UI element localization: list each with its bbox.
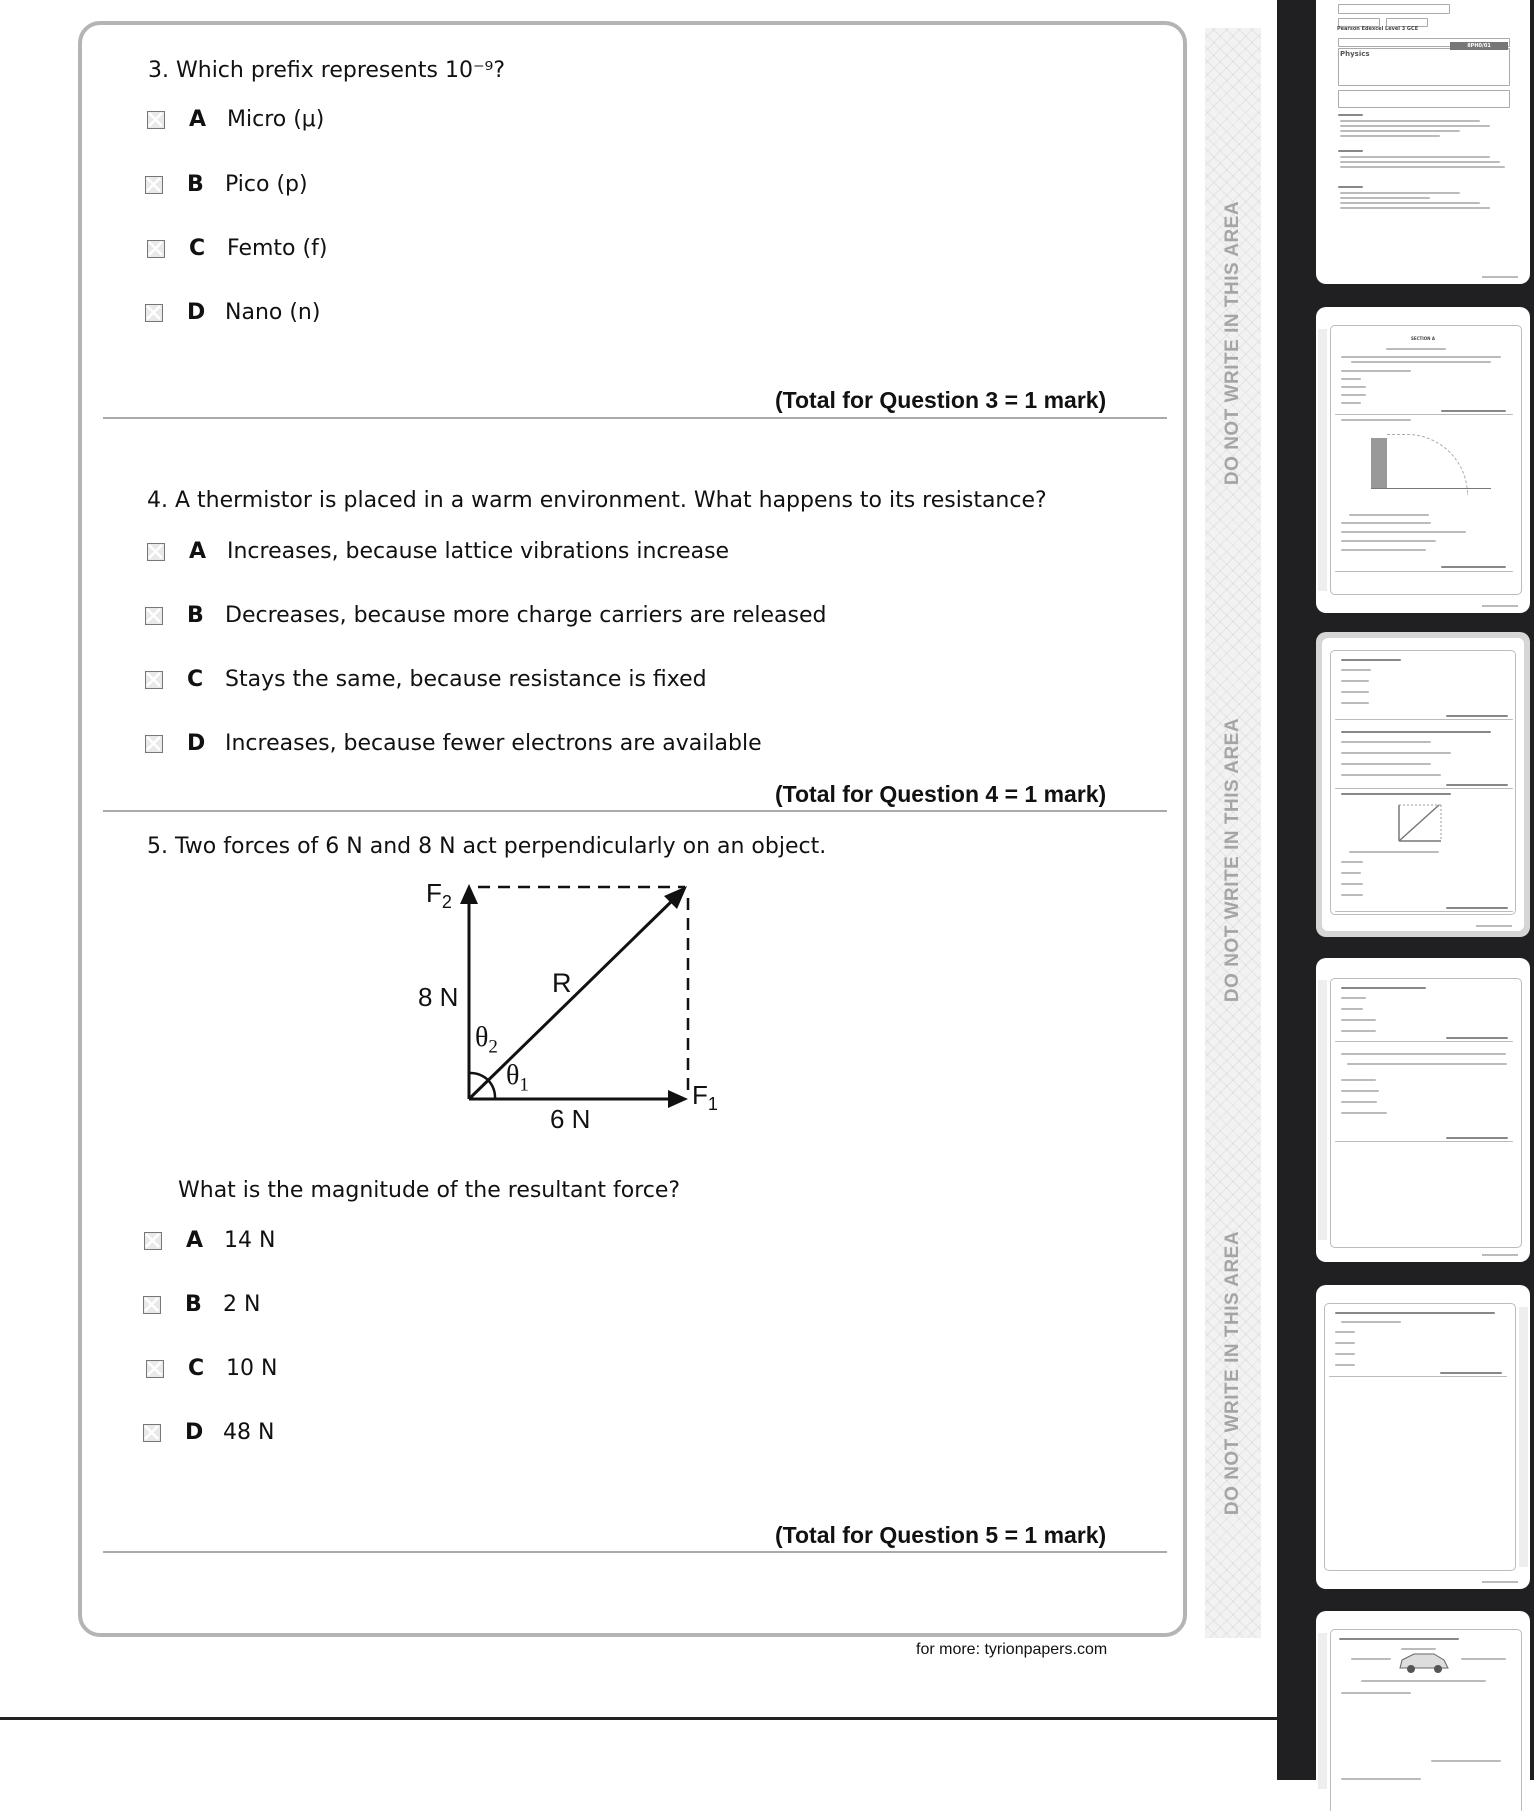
answer-checkbox[interactable]: [146, 1360, 164, 1378]
thumb-footer: [1482, 1581, 1518, 1583]
question-number: 3.: [148, 58, 169, 83]
thumbnail-page-1[interactable]: [1316, 0, 1530, 284]
option-5a[interactable]: [144, 1228, 275, 1253]
option-4c[interactable]: [145, 667, 707, 692]
option-text: Femto (f): [227, 236, 328, 261]
thumb-margin-strip: [1318, 1633, 1327, 1789]
thumb-footer: [1482, 1254, 1518, 1256]
option-letter: D: [187, 731, 206, 756]
option-letter: A: [186, 1228, 204, 1253]
option-letter: B: [187, 603, 204, 628]
question-number: 5.: [147, 834, 168, 859]
page-separator: [0, 1717, 1277, 1720]
answer-checkbox[interactable]: [145, 735, 163, 753]
thumbnail-page-4[interactable]: [1316, 958, 1530, 1262]
divider: [103, 1551, 1167, 1553]
option-4d[interactable]: [145, 731, 762, 756]
option-3d[interactable]: [145, 300, 320, 325]
thumb-footer: [1482, 276, 1518, 278]
answer-checkbox[interactable]: [147, 240, 165, 258]
option-3a[interactable]: [147, 107, 324, 132]
footer-link[interactable]: for more: tyrionpapers.com: [916, 1641, 1108, 1658]
option-3b[interactable]: [145, 172, 308, 197]
divider: [103, 810, 1167, 812]
thumb-title: SECTION A: [1411, 336, 1436, 341]
option-text: Micro (μ): [227, 107, 325, 132]
answer-checkbox[interactable]: [145, 671, 163, 689]
thumbnail-content: [1330, 325, 1522, 595]
question-5-total: (Total for Question 5 = 1 mark): [775, 1522, 1107, 1548]
question-3: [148, 58, 505, 83]
thumbnail-content: [1324, 1303, 1516, 1571]
thumb-subject: Physics: [1340, 50, 1370, 58]
thumb-footer: [1476, 925, 1512, 927]
option-3c[interactable]: [147, 236, 327, 261]
option-5c[interactable]: [146, 1356, 277, 1381]
question-5: [147, 834, 826, 859]
margin-label: DO NOT WRITE IN THIS AREA: [1222, 200, 1243, 486]
answer-checkbox[interactable]: [147, 111, 165, 129]
thumbnail-page-6[interactable]: [1316, 1611, 1530, 1811]
thumb-paper-code: 8PH0/01: [1450, 42, 1508, 50]
thumbnail-content: [1330, 650, 1516, 915]
question-4-total: (Total for Question 4 = 1 mark): [775, 781, 1107, 807]
thumb-footer: [1482, 605, 1518, 607]
question-text: A thermistor is placed in a warm environment. What happens to its resistance?: [175, 488, 1047, 513]
f1-label: $F_1$: [692, 1080, 718, 1115]
thumb-title: Pearson Edexcel Level 3 GCE: [1337, 26, 1419, 32]
option-letter: D: [187, 300, 206, 325]
thumb-car-image: [1396, 1650, 1452, 1674]
do-not-write-margin: [1205, 28, 1261, 1638]
question-3-total: (Total for Question 3 = 1 mark): [775, 387, 1107, 413]
thumbnail-page-3[interactable]: [1316, 632, 1530, 937]
question-text: Which prefix represents 10⁻⁹?: [176, 58, 506, 83]
margin-label: DO NOT WRITE IN THIS AREA: [1222, 717, 1243, 1003]
resultant-label: R: [552, 968, 572, 998]
option-text: 14 N: [224, 1228, 276, 1253]
option-text: Decreases, because more charge carriers are released: [225, 603, 827, 628]
margin-label: DO NOT WRITE IN THIS AREA: [1222, 1230, 1243, 1516]
option-letter: C: [188, 1356, 205, 1381]
option-text: 48 N: [223, 1420, 275, 1445]
question-number: 4.: [147, 488, 168, 513]
answer-checkbox[interactable]: [144, 1232, 162, 1250]
question-5-subquestion: What is the magnitude of the resultant force?: [178, 1178, 681, 1203]
question-box: [78, 21, 1187, 1637]
option-letter: A: [189, 107, 207, 132]
option-text: 2 N: [223, 1292, 261, 1317]
question-text: Two forces of 6 N and 8 N act perpendicularly on an object.: [175, 834, 827, 859]
option-5d[interactable]: [143, 1420, 274, 1445]
thumbnail-page-surface: [1322, 638, 1524, 931]
thumbnail-page-5[interactable]: [1316, 1285, 1530, 1589]
thumb-margin-strip: [1318, 980, 1327, 1240]
f2-label: $F_2$: [426, 878, 452, 913]
thumbnail-content: [1330, 0, 1522, 266]
answer-checkbox[interactable]: [147, 543, 165, 561]
option-4a[interactable]: [147, 539, 729, 564]
option-letter: D: [185, 1420, 204, 1445]
force-vector-diagram: [400, 870, 740, 1140]
horizontal-force-label: 6 N: [550, 1104, 591, 1134]
option-text: Pico (p): [225, 172, 308, 197]
thumb-margin-strip: [1519, 1307, 1528, 1567]
theta1-label: $\theta_1$: [506, 1060, 529, 1096]
option-5b[interactable]: [143, 1292, 260, 1317]
thumb-vector-diagram: [1391, 801, 1451, 845]
thumb-cliff-image: [1371, 430, 1491, 490]
option-text: Stays the same, because resistance is fixed: [225, 667, 707, 692]
option-letter: A: [189, 539, 207, 564]
thumb-margin-strip: [1318, 329, 1327, 591]
option-text: 10 N: [226, 1356, 278, 1381]
answer-checkbox[interactable]: [145, 176, 163, 194]
thumbnail-page-2[interactable]: [1316, 307, 1530, 613]
option-letter: B: [187, 172, 204, 197]
answer-checkbox[interactable]: [145, 304, 163, 322]
option-letter: C: [187, 667, 204, 692]
answer-checkbox[interactable]: [143, 1296, 161, 1314]
answer-checkbox[interactable]: [145, 607, 163, 625]
thumbnail-content: [1330, 978, 1522, 1248]
theta2-label: $\theta_2$: [475, 1022, 498, 1058]
thumbnail-content: [1330, 1629, 1522, 1811]
option-text: Increases, because fewer electrons are available: [225, 731, 762, 756]
answer-checkbox[interactable]: [143, 1424, 161, 1442]
divider: [103, 417, 1167, 419]
option-4b[interactable]: [145, 603, 826, 628]
vertical-force-label: 8 N: [418, 982, 459, 1012]
question-4: [147, 488, 1047, 513]
option-letter: B: [185, 1292, 202, 1317]
option-text: Nano (n): [225, 300, 321, 325]
option-text: Increases, because lattice vibrations increase: [227, 539, 730, 564]
option-letter: C: [189, 236, 206, 261]
